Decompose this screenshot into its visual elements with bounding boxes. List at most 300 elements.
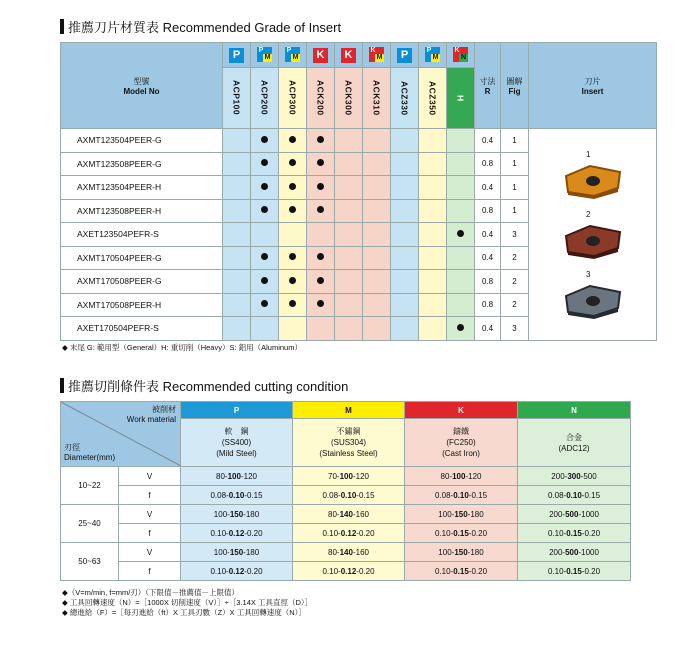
grade-mark-cell [363, 152, 391, 176]
value-recommended: 0.15 [453, 566, 469, 576]
recommended-dot [317, 206, 324, 213]
value-recommended: 0.10 [566, 490, 582, 500]
recommended-dot [457, 324, 464, 331]
grade-mark-cell [419, 223, 447, 247]
value-max: -0.20 [581, 528, 601, 538]
value-recommended: 0.12 [340, 566, 357, 576]
fig-value: 1 [501, 199, 529, 223]
fig-value: 2 [501, 246, 529, 270]
grade-badge-P [257, 47, 272, 62]
grade-mark-cell [223, 223, 251, 247]
value-min: 0.08- [547, 490, 567, 500]
grade-mark-cell [223, 293, 251, 317]
value-max: -0.20 [244, 566, 263, 576]
grade-badge-cell [447, 43, 475, 68]
grade-mark-cell [251, 246, 279, 270]
grade-name-cell [251, 68, 279, 129]
value-max: -0.20 [468, 566, 488, 576]
value-min: 200- [549, 509, 566, 519]
fig-value: 1 [501, 152, 529, 176]
condition-value [293, 562, 405, 581]
recommended-dot [457, 230, 464, 237]
recommended-dot [261, 277, 268, 284]
grade-badge-P [425, 47, 440, 62]
grade-mark-cell [251, 152, 279, 176]
fig-value: 2 [501, 270, 529, 294]
grade-mark-cell [307, 152, 335, 176]
r-value: 0.4 [475, 223, 501, 247]
condition-value [518, 467, 631, 486]
condition-value [293, 505, 405, 524]
grade-mark-cell [447, 199, 475, 223]
diameter-range: 50~63 [61, 543, 119, 581]
condition-value [518, 505, 631, 524]
grade-mark-cell [363, 317, 391, 341]
material-code: (ADC12) [558, 443, 590, 453]
badge-sub-letter: N [460, 53, 467, 61]
grade-mark-cell [223, 129, 251, 153]
recommended-dot [317, 136, 324, 143]
insert-fig-label: 1 [586, 150, 591, 159]
grade-mark-cell [447, 246, 475, 270]
value-recommended: 100 [227, 471, 241, 481]
value-min: 0.10- [547, 528, 567, 538]
value-min: 0.10- [210, 528, 229, 538]
model-no: AXMT170504PEER-G [61, 246, 223, 270]
recommended-dot [317, 183, 324, 190]
r-value: 0.8 [475, 152, 501, 176]
value-max: -120 [352, 471, 369, 481]
param-label: V [119, 505, 181, 524]
condition-value [405, 505, 518, 524]
diameter-cn: 刃徑 [64, 443, 80, 452]
grade-mark-cell [419, 199, 447, 223]
condition-value [181, 524, 293, 543]
value-max: -0.15 [244, 490, 263, 500]
grade-mark-cell [363, 246, 391, 270]
grade-name: H [455, 94, 466, 102]
grade-mark-cell [335, 129, 363, 153]
value-recommended: 140 [339, 547, 353, 557]
grade-name-cell [223, 68, 251, 129]
value-max: -180 [243, 547, 260, 557]
condition-value [518, 543, 631, 562]
grade-mark-cell [335, 270, 363, 294]
material-letter-N: N [518, 402, 631, 419]
grade-mark-cell [279, 270, 307, 294]
model-no: AXMT170508PEER-H [61, 293, 223, 317]
grade-mark-cell [363, 129, 391, 153]
badge-letter: P [286, 46, 292, 54]
cutting-row [61, 562, 631, 581]
grade-badge-cell [391, 43, 419, 68]
grade-mark-cell [307, 293, 335, 317]
section2-title-text: 推薦切削條件表 Recommended cutting condition [68, 379, 349, 394]
cutting-row [61, 467, 631, 486]
model-no: AXMT123508PEER-H [61, 199, 223, 223]
grade-mark-cell [307, 270, 335, 294]
condition-value [518, 486, 631, 505]
grade-mark-cell [447, 293, 475, 317]
value-recommended: 0.12 [340, 528, 357, 538]
value-max: -120 [465, 471, 482, 481]
condition-value [181, 562, 293, 581]
grade-mark-cell [251, 176, 279, 200]
material-desc [181, 419, 293, 467]
value-min: 100- [438, 509, 455, 519]
grade-mark-cell [335, 176, 363, 200]
grade-name: ACP300 [287, 80, 298, 116]
cutting-note: ◆ 總進給（F）=［每刃進給（ft）X 工具刃數（Z）X 工具回轉速度（N）］ [62, 608, 306, 617]
grade-mark-cell [419, 129, 447, 153]
grade-badge-cell [335, 43, 363, 68]
cutting-header-letters [61, 402, 631, 419]
fig-value: 1 [501, 129, 529, 153]
value-max: -0.20 [581, 566, 601, 576]
insert-header-en: Insert [581, 86, 604, 96]
condition-value [293, 524, 405, 543]
badge-letter: K [454, 46, 460, 54]
grade-name: ACK300 [343, 80, 354, 116]
grade-mark-cell [363, 199, 391, 223]
insert-image-1 [562, 162, 624, 200]
value-min: 0.10- [322, 566, 341, 576]
value-max: -180 [467, 509, 484, 519]
value-max: -0.20 [356, 528, 375, 538]
value-min: 0.10- [434, 528, 454, 538]
grade-mark-cell [335, 223, 363, 247]
grade-name: ACZ350 [427, 80, 438, 116]
recommended-dot [289, 253, 296, 260]
grade-mark-cell [279, 152, 307, 176]
r-value: 0.4 [475, 129, 501, 153]
recommended-dot [289, 183, 296, 190]
value-max: -0.20 [244, 528, 263, 538]
value-min: 80- [216, 471, 228, 481]
cutting-note: ◆ 工具回轉速度（N）=［1000X 切削速度（V）］÷［3.14X 工具直徑（D）］ [62, 598, 313, 607]
grade-mark-cell [391, 152, 419, 176]
insert-fig-label: 3 [586, 270, 591, 279]
grade-mark-cell [307, 223, 335, 247]
insert-image-3 [562, 282, 624, 320]
grade-mark-cell [447, 223, 475, 247]
grade-mark-cell [335, 317, 363, 341]
value-min: 200- [551, 471, 568, 481]
grade-badge-cell [419, 43, 447, 68]
value-min: 100- [213, 547, 230, 557]
condition-value [181, 486, 293, 505]
grade-name: ACP200 [259, 80, 270, 116]
material-code: (FC250) [446, 438, 476, 448]
grade-name-cell [363, 68, 391, 129]
recommended-dot [289, 206, 296, 213]
grade-name-cell [307, 68, 335, 129]
value-recommended: 500 [565, 509, 579, 519]
work-material-en: Work material [126, 415, 176, 424]
material-cn: 不鏽鋼 [336, 427, 361, 437]
grade-mark-cell [447, 270, 475, 294]
value-recommended: 500 [565, 547, 579, 557]
recommended-dot [317, 253, 324, 260]
grade-badge-P [285, 47, 300, 62]
grade-mark-cell [363, 223, 391, 247]
value-min: 80- [328, 509, 340, 519]
fig-value: 2 [501, 293, 529, 317]
grade-mark-cell [251, 270, 279, 294]
corner-bottom [64, 443, 115, 463]
insert-header [529, 43, 657, 129]
section1-title [60, 17, 341, 36]
grade-mark-cell [391, 223, 419, 247]
grade-mark-cell [223, 270, 251, 294]
grade-mark-cell [419, 270, 447, 294]
material-desc [518, 419, 631, 467]
grade-mark-cell [335, 293, 363, 317]
model-no: AXET170504PEFR-S [61, 317, 223, 341]
value-max: -0.15 [356, 490, 375, 500]
grade-mark-cell [391, 317, 419, 341]
value-max: -0.15 [581, 490, 601, 500]
value-recommended: 0.15 [566, 566, 582, 576]
grade-badge-P: P [397, 48, 412, 63]
grade-mark-cell [419, 152, 447, 176]
value-recommended: 300 [567, 471, 581, 481]
badge-sub-letter: M [376, 53, 383, 61]
cutting-note: ◆（V=m/min, f=mm/刃）（下限值－推薦值－上限值） [62, 588, 240, 597]
grade-mark-cell [391, 270, 419, 294]
value-max: -160 [352, 547, 369, 557]
recommended-dot [317, 277, 324, 284]
badge-sub-letter: M [264, 53, 271, 61]
value-max: -0.20 [356, 566, 375, 576]
insert-fig-label: 2 [586, 210, 591, 219]
cutting-row [61, 543, 631, 562]
grade-mark-cell [251, 317, 279, 341]
grade-mark-cell [447, 129, 475, 153]
badge-letter: P [258, 46, 264, 54]
section2-title [60, 376, 348, 395]
grade-mark-cell [251, 199, 279, 223]
grade-badge-cell [279, 43, 307, 68]
model-header-en: Model No [123, 86, 160, 96]
grade-mark-cell [447, 317, 475, 341]
grade-badge-K: K [341, 48, 356, 63]
value-recommended: 150 [454, 547, 468, 557]
value-recommended: 140 [339, 509, 353, 519]
model-no: AXMT123508PEER-G [61, 152, 223, 176]
condition-value [518, 524, 631, 543]
grade-badge-P: P [229, 48, 244, 63]
recommended-dot [261, 206, 268, 213]
grade-mark-cell [223, 176, 251, 200]
grade-mark-cell [223, 317, 251, 341]
value-recommended: 100 [452, 471, 466, 481]
grade-mark-cell [307, 317, 335, 341]
recommended-dot [261, 300, 268, 307]
model-no: AXMT123504PEER-H [61, 176, 223, 200]
fig-header-cn: 圖解 [506, 76, 523, 86]
grade-badge-K [453, 47, 468, 62]
value-min: 0.08- [434, 490, 454, 500]
cutting-row [61, 505, 631, 524]
value-recommended: 0.10 [340, 490, 357, 500]
value-recommended: 0.12 [228, 566, 245, 576]
r-value: 0.8 [475, 270, 501, 294]
condition-value [293, 543, 405, 562]
grade-mark-cell [307, 129, 335, 153]
grade-badge-cell [251, 43, 279, 68]
grade-mark-cell [447, 176, 475, 200]
grade-mark-cell [419, 246, 447, 270]
grade-mark-cell [279, 199, 307, 223]
grade-mark-cell [391, 176, 419, 200]
grade-mark-cell [279, 223, 307, 247]
value-min: 0.10- [322, 528, 341, 538]
grade-mark-cell [279, 317, 307, 341]
condition-value [405, 524, 518, 543]
value-max: -160 [352, 509, 369, 519]
insert-image-2 [562, 222, 624, 260]
grade-mark-cell [335, 246, 363, 270]
grade-mark-cell [223, 152, 251, 176]
value-min: 0.08- [322, 490, 341, 500]
recommended-dot [289, 159, 296, 166]
material-cn: 合金 [566, 432, 582, 442]
r-value: 0.4 [475, 246, 501, 270]
grade-mark-cell [419, 293, 447, 317]
value-min: 100- [213, 509, 230, 519]
grade-mark-cell [279, 129, 307, 153]
value-recommended: 150 [229, 547, 244, 557]
material-desc [405, 419, 518, 467]
grade-badge-cell [223, 43, 251, 68]
param-label: V [119, 543, 181, 562]
value-recommended: 150 [454, 509, 468, 519]
r-value: 0.8 [475, 199, 501, 223]
grade-mark-cell [419, 317, 447, 341]
condition-value [181, 543, 293, 562]
value-max: -0.15 [468, 490, 488, 500]
grade-header-badges [61, 43, 657, 68]
grade-mark-cell [223, 199, 251, 223]
badge-sub-letter: M [292, 53, 299, 61]
model-no: AXMT123504PEER-G [61, 129, 223, 153]
grade-mark-cell [419, 176, 447, 200]
grade-name-cell [419, 68, 447, 129]
param-label: f [119, 486, 181, 505]
model-no: AXMT170508PEER-G [61, 270, 223, 294]
condition-value [181, 505, 293, 524]
grade-row [61, 129, 657, 153]
grade-name-cell [335, 68, 363, 129]
value-min: 100- [438, 547, 455, 557]
condition-value [405, 486, 518, 505]
corner-cell [61, 402, 181, 467]
model-header-cn: 型號 [133, 76, 150, 86]
condition-value [405, 543, 518, 562]
grade-mark-cell [391, 199, 419, 223]
recommended-dot [317, 300, 324, 307]
grade-mark-cell [307, 176, 335, 200]
param-label: f [119, 524, 181, 543]
condition-value [293, 467, 405, 486]
badge-sub-letter: M [432, 53, 439, 61]
value-max: -180 [467, 547, 484, 557]
value-max: -500 [580, 471, 597, 481]
material-cn: 軟 鋼 [224, 427, 249, 437]
cutting-row [61, 524, 631, 543]
r-header [475, 43, 501, 129]
grade-mark-cell [391, 293, 419, 317]
section1-title-text: 推薦刀片材質表 Recommended Grade of Insert [68, 20, 342, 35]
work-material-cn: 被削材 [152, 405, 176, 414]
model-header [61, 43, 223, 129]
value-min: 0.08- [210, 490, 229, 500]
material-letter-K: K [405, 402, 518, 419]
grade-mark-cell [363, 176, 391, 200]
cutting-notes [62, 588, 312, 618]
recommended-dot [261, 136, 268, 143]
value-min: 70- [328, 471, 340, 481]
value-max: -1000 [578, 509, 599, 519]
cutting-table [60, 401, 631, 581]
cutting-row [61, 486, 631, 505]
value-min: 80- [328, 547, 340, 557]
r-header-cn: 寸法 [479, 76, 496, 86]
grade-name: ACK310 [371, 80, 382, 116]
material-letter-P: P [181, 402, 293, 419]
value-recommended: 150 [229, 509, 244, 519]
recommended-dot [261, 183, 268, 190]
grade-mark-cell [279, 246, 307, 270]
diameter-range: 25~40 [61, 505, 119, 543]
recommended-dot [289, 136, 296, 143]
value-min: 0.10- [210, 566, 229, 576]
value-min: 200- [549, 547, 566, 557]
grade-mark-cell [307, 199, 335, 223]
grade-mark-cell [251, 223, 279, 247]
grade-mark-cell [279, 176, 307, 200]
condition-value [405, 467, 518, 486]
grade-name-cell [279, 68, 307, 129]
grade-mark-cell [307, 246, 335, 270]
condition-value [293, 486, 405, 505]
r-value: 0.4 [475, 176, 501, 200]
grade-mark-cell [279, 293, 307, 317]
fig-value: 3 [501, 223, 529, 247]
badge-letter: K [370, 46, 376, 54]
grade-name: ACP100 [231, 80, 242, 116]
material-code: (SUS304) [330, 438, 367, 448]
grade-mark-cell [251, 293, 279, 317]
material-en: (Cast Iron) [442, 449, 480, 459]
value-recommended: 0.10 [228, 490, 245, 500]
condition-value [405, 562, 518, 581]
recommended-dot [261, 159, 268, 166]
insert-header-cn: 刀片 [584, 76, 601, 86]
material-desc [293, 419, 405, 467]
recommended-dot [289, 277, 296, 284]
fig-header-en: Fig [508, 86, 521, 96]
grade-mark-cell [335, 152, 363, 176]
value-min: 0.10- [547, 566, 567, 576]
param-label: f [119, 562, 181, 581]
r-value: 0.4 [475, 317, 501, 341]
grade-name: ACZ330 [399, 80, 410, 116]
grade-mark-cell [363, 293, 391, 317]
recommended-dot [317, 159, 324, 166]
grade-badge-K: K [313, 48, 328, 63]
